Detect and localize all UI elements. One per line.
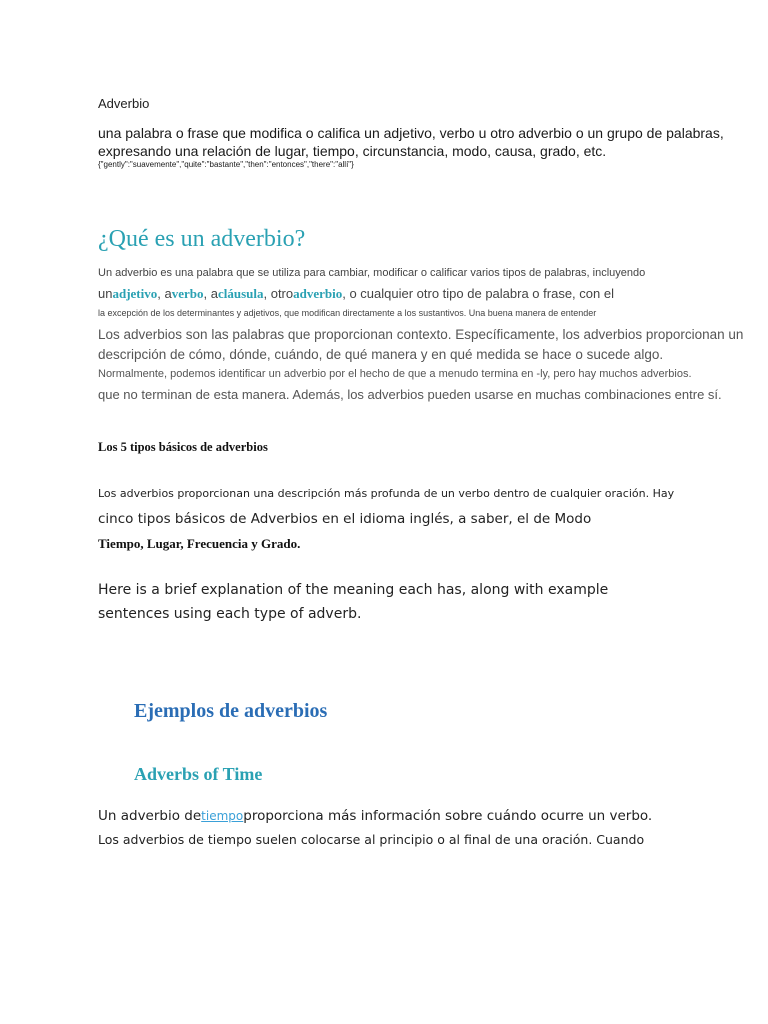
paragraph-line: Los adverbios proporcionan una descripción más profunda de un verbo dentro de cualquier oración. Hay xyxy=(98,487,675,500)
text-fragment: , a xyxy=(157,286,172,301)
section-heading-tipos: Los 5 tipos básicos de adverbios xyxy=(98,440,268,454)
subheading-adverbs-of-time: Adverbs of Time xyxy=(134,764,263,784)
paragraph-line-keywords xyxy=(98,286,614,302)
paragraph-line: Los adverbios son las palabras que proporcionan contexto. Específicamente, los adverbios proporcionan un xyxy=(98,327,744,342)
paragraph-line: Un adverbio es una palabra que se utiliza para cambiar, modificar o calificar varios tipos de palabras, incluyendo xyxy=(98,267,646,279)
keyword-adverbio: adverbio xyxy=(293,286,343,301)
paragraph-line: descripción de cómo, dónde, cuándo, de qué manera y en qué medida se hace o sucede algo. xyxy=(98,347,664,362)
section-heading-que-es: ¿Qué es un adverbio? xyxy=(98,226,306,252)
link-tiempo[interactable]: tiempo xyxy=(201,809,244,823)
text-fragment: un xyxy=(98,286,113,301)
english-paragraph-line: Here is a brief explanation of the meaning each has, along with example xyxy=(98,582,609,598)
paragraph-line: la excepción de los determinantes y adjetivos, que modifican directamente a los sustantivos. Una buena manera de entender xyxy=(98,308,597,318)
paragraph-line: Normalmente, podemos identificar un adverbio por el hecho de que a menudo termina en -ly, pero hay muchos adverbios. xyxy=(98,368,692,380)
paragraph-line: que no terminan de esta manera. Además, los adverbios pueden usarse en muchas combinaciones entre sí. xyxy=(98,387,722,402)
paragraph-line: Los adverbios de tiempo suelen colocarse al principio o al final de una oración. Cuando xyxy=(98,832,645,847)
translation-json-line: {"gently":"suavemente","quite":"bastante","then":"entonces","there":"allí"} xyxy=(98,160,354,169)
text-fragment: Un adverbio de xyxy=(98,808,202,824)
keyword-clausula: cláusula xyxy=(217,286,264,301)
section-heading-ejemplos: Ejemplos de adverbios xyxy=(134,700,328,722)
paragraph-line-bold: Tiempo, Lugar, Frecuencia y Grado. xyxy=(98,536,301,551)
text-fragment: , o cualquier otro tipo de palabra o frase, con el xyxy=(342,286,614,301)
keyword-adjetivo: adjetivo xyxy=(112,286,158,301)
text-fragment: , otro xyxy=(263,286,294,301)
definition-line-1: una palabra o frase que modifica o califica un adjetivo, verbo u otro adverbio o un grupo de palabras, xyxy=(98,125,724,141)
paragraph-line-with-link xyxy=(98,808,652,824)
text-fragment: proporciona más información sobre cuándo ocurre un verbo. xyxy=(243,808,653,824)
definition-line-2: expresando una relación de lugar, tiempo, circunstancia, modo, causa, grado, etc. xyxy=(98,143,607,159)
paragraph-line: cinco tipos básicos de Adverbios en el idioma inglés, a saber, el de Modo xyxy=(98,511,592,527)
english-paragraph-line: sentences using each type of adverb. xyxy=(98,606,362,622)
keyword-verbo: verbo xyxy=(171,286,204,301)
text-fragment: , a xyxy=(203,286,218,301)
doc-title: Adverbio xyxy=(98,96,150,111)
